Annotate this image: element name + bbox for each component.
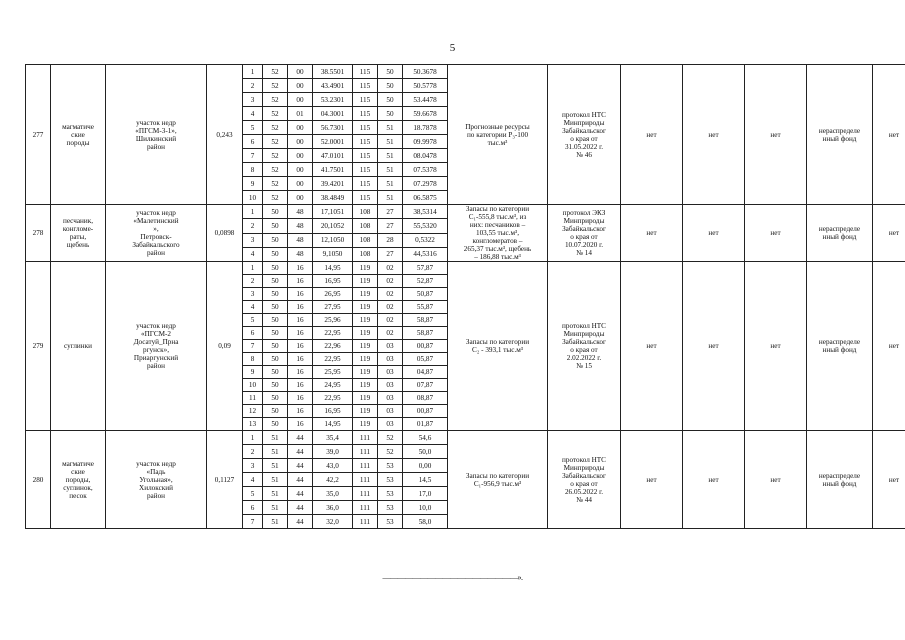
site-area: 0,243 bbox=[207, 65, 243, 205]
lon-sec: 59.6678 bbox=[403, 107, 448, 121]
lon-min: 50 bbox=[378, 65, 403, 79]
lon-min: 03 bbox=[378, 405, 403, 418]
lat-min: 00 bbox=[288, 135, 313, 149]
point-number: 2 bbox=[243, 445, 263, 459]
table-body bbox=[26, 65, 905, 529]
resources-estimate: Прогнозные ресурсы по категории P₃-100 тыс.м³ bbox=[448, 65, 548, 205]
lat-sec: 41.7501 bbox=[313, 163, 353, 177]
lon-sec: 00,87 bbox=[403, 340, 448, 353]
lat-sec: 22,95 bbox=[313, 353, 353, 366]
point-number: 3 bbox=[243, 288, 263, 301]
point-number: 3 bbox=[243, 233, 263, 247]
lon-deg: 119 bbox=[353, 405, 378, 418]
lon-min: 03 bbox=[378, 379, 403, 392]
lat-deg: 52 bbox=[263, 191, 288, 205]
lat-min: 16 bbox=[288, 418, 313, 431]
lat-deg: 50 bbox=[263, 418, 288, 431]
lat-min: 01 bbox=[288, 107, 313, 121]
lat-min: 00 bbox=[288, 177, 313, 191]
lat-sec: 27,95 bbox=[313, 301, 353, 314]
approval-protocol: протокол НТС Минприроды Забайкальског о края от 26.05.2022 г. № 44 bbox=[548, 431, 621, 529]
lon-sec: 07,87 bbox=[403, 379, 448, 392]
lon-sec: 50,0 bbox=[403, 445, 448, 459]
lon-min: 03 bbox=[378, 353, 403, 366]
lon-sec: 58,0 bbox=[403, 515, 448, 529]
lat-sec: 16,95 bbox=[313, 275, 353, 288]
lon-deg: 108 bbox=[353, 247, 378, 261]
table-row bbox=[26, 205, 905, 219]
lon-deg: 111 bbox=[353, 459, 378, 473]
lat-deg: 50 bbox=[263, 327, 288, 340]
lon-deg: 115 bbox=[353, 149, 378, 163]
lat-deg: 50 bbox=[263, 233, 288, 247]
lon-sec: 01,87 bbox=[403, 418, 448, 431]
lat-deg: 50 bbox=[263, 392, 288, 405]
lon-min: 27 bbox=[378, 219, 403, 233]
lat-min: 16 bbox=[288, 353, 313, 366]
point-number: 1 bbox=[243, 205, 263, 219]
lon-sec: 53.4478 bbox=[403, 93, 448, 107]
lon-sec: 14,5 bbox=[403, 473, 448, 487]
lat-sec: 53.2301 bbox=[313, 93, 353, 107]
lat-sec: 24,95 bbox=[313, 379, 353, 392]
lon-sec: 44,5316 bbox=[403, 247, 448, 261]
lon-min: 03 bbox=[378, 366, 403, 379]
fund-status: нераспределе нный фонд bbox=[807, 262, 873, 431]
lat-min: 48 bbox=[288, 219, 313, 233]
licence-status: нет bbox=[621, 431, 683, 529]
point-number: 10 bbox=[243, 191, 263, 205]
lon-sec: 55,5320 bbox=[403, 219, 448, 233]
lat-min: 00 bbox=[288, 191, 313, 205]
note-status: нет bbox=[873, 65, 905, 205]
lat-deg: 50 bbox=[263, 314, 288, 327]
lat-sec: 22,96 bbox=[313, 340, 353, 353]
lon-deg: 115 bbox=[353, 177, 378, 191]
lon-deg: 115 bbox=[353, 191, 378, 205]
lat-min: 44 bbox=[288, 459, 313, 473]
lat-min: 16 bbox=[288, 314, 313, 327]
lon-min: 02 bbox=[378, 327, 403, 340]
lat-min: 44 bbox=[288, 515, 313, 529]
lon-deg: 119 bbox=[353, 392, 378, 405]
lon-sec: 52,87 bbox=[403, 275, 448, 288]
lon-sec: 50.3678 bbox=[403, 65, 448, 79]
lon-min: 50 bbox=[378, 93, 403, 107]
lon-min: 02 bbox=[378, 301, 403, 314]
lat-min: 00 bbox=[288, 79, 313, 93]
lat-deg: 51 bbox=[263, 473, 288, 487]
point-number: 6 bbox=[243, 135, 263, 149]
lon-deg: 111 bbox=[353, 445, 378, 459]
lon-deg: 119 bbox=[353, 314, 378, 327]
lon-sec: 08.0478 bbox=[403, 149, 448, 163]
use-status: нет bbox=[683, 431, 745, 529]
point-number: 9 bbox=[243, 366, 263, 379]
lat-sec: 25,95 bbox=[313, 366, 353, 379]
fund-status: нераспределе нный фонд bbox=[807, 205, 873, 262]
lon-deg: 108 bbox=[353, 219, 378, 233]
licence-status: нет bbox=[621, 205, 683, 262]
lon-min: 03 bbox=[378, 340, 403, 353]
lon-min: 28 bbox=[378, 233, 403, 247]
lat-min: 16 bbox=[288, 301, 313, 314]
record-number: 280 bbox=[26, 431, 51, 529]
subsoil-site: участок недр «ПГСМ-3-1», Шилкинский район bbox=[106, 65, 207, 205]
lat-deg: 51 bbox=[263, 459, 288, 473]
lat-min: 16 bbox=[288, 262, 313, 275]
approval-protocol: протокол НТС Минприроды Забайкальског о края от 2.02.2022 г. № 15 bbox=[548, 262, 621, 431]
record-number: 277 bbox=[26, 65, 51, 205]
point-number: 12 bbox=[243, 405, 263, 418]
site-area: 0,09 bbox=[207, 262, 243, 431]
lon-min: 27 bbox=[378, 205, 403, 219]
lat-deg: 52 bbox=[263, 135, 288, 149]
table-row bbox=[26, 431, 905, 445]
lon-deg: 111 bbox=[353, 431, 378, 445]
lat-sec: 26,95 bbox=[313, 288, 353, 301]
point-number: 5 bbox=[243, 314, 263, 327]
lat-deg: 50 bbox=[263, 262, 288, 275]
lat-min: 00 bbox=[288, 65, 313, 79]
lon-min: 03 bbox=[378, 392, 403, 405]
lon-sec: 38,5314 bbox=[403, 205, 448, 219]
lon-min: 02 bbox=[378, 288, 403, 301]
lon-deg: 119 bbox=[353, 379, 378, 392]
fund-status: нераспределе нный фонд bbox=[807, 431, 873, 529]
point-number: 9 bbox=[243, 177, 263, 191]
point-number: 7 bbox=[243, 149, 263, 163]
lon-min: 02 bbox=[378, 314, 403, 327]
lon-min: 51 bbox=[378, 163, 403, 177]
lat-deg: 52 bbox=[263, 121, 288, 135]
lon-min: 50 bbox=[378, 107, 403, 121]
lon-deg: 111 bbox=[353, 501, 378, 515]
site-area: 0,0898 bbox=[207, 205, 243, 262]
lon-min: 03 bbox=[378, 418, 403, 431]
lat-deg: 50 bbox=[263, 301, 288, 314]
point-number: 6 bbox=[243, 501, 263, 515]
table-row bbox=[26, 65, 905, 79]
lat-min: 16 bbox=[288, 366, 313, 379]
lon-min: 50 bbox=[378, 79, 403, 93]
lon-sec: 50,87 bbox=[403, 288, 448, 301]
use-status: нет bbox=[683, 205, 745, 262]
point-number: 1 bbox=[243, 262, 263, 275]
lat-min: 44 bbox=[288, 501, 313, 515]
lat-sec: 52.0001 bbox=[313, 135, 353, 149]
point-number: 6 bbox=[243, 327, 263, 340]
lon-deg: 119 bbox=[353, 353, 378, 366]
lat-deg: 52 bbox=[263, 65, 288, 79]
lat-deg: 50 bbox=[263, 353, 288, 366]
point-number: 2 bbox=[243, 275, 263, 288]
lon-sec: 58,87 bbox=[403, 314, 448, 327]
point-number: 4 bbox=[243, 473, 263, 487]
lon-deg: 111 bbox=[353, 515, 378, 529]
lat-deg: 52 bbox=[263, 79, 288, 93]
mineral-type: магматиче ские породы bbox=[51, 65, 106, 205]
lon-deg: 119 bbox=[353, 340, 378, 353]
note-status: нет bbox=[873, 262, 905, 431]
lat-min: 00 bbox=[288, 121, 313, 135]
lat-min: 16 bbox=[288, 392, 313, 405]
note-status: нет bbox=[873, 205, 905, 262]
page-number: 5 bbox=[449, 42, 456, 54]
record-number: 279 bbox=[26, 262, 51, 431]
lon-min: 27 bbox=[378, 247, 403, 261]
lon-min: 53 bbox=[378, 515, 403, 529]
lat-min: 44 bbox=[288, 487, 313, 501]
point-number: 7 bbox=[243, 515, 263, 529]
use-status: нет bbox=[683, 262, 745, 431]
point-number: 2 bbox=[243, 79, 263, 93]
lat-sec: 25,96 bbox=[313, 314, 353, 327]
lat-sec: 20,1052 bbox=[313, 219, 353, 233]
lat-sec: 04.3001 bbox=[313, 107, 353, 121]
lat-min: 00 bbox=[288, 149, 313, 163]
lon-sec: 04,87 bbox=[403, 366, 448, 379]
lon-sec: 0,5322 bbox=[403, 233, 448, 247]
lon-deg: 108 bbox=[353, 205, 378, 219]
lat-sec: 47.0101 bbox=[313, 149, 353, 163]
lat-min: 48 bbox=[288, 233, 313, 247]
lon-deg: 119 bbox=[353, 288, 378, 301]
lat-deg: 51 bbox=[263, 515, 288, 529]
lat-sec: 22,95 bbox=[313, 392, 353, 405]
lat-min: 16 bbox=[288, 327, 313, 340]
lat-deg: 51 bbox=[263, 431, 288, 445]
lat-deg: 50 bbox=[263, 288, 288, 301]
lat-sec: 56.7301 bbox=[313, 121, 353, 135]
lon-deg: 119 bbox=[353, 366, 378, 379]
lat-min: 16 bbox=[288, 275, 313, 288]
licence-status: нет bbox=[621, 65, 683, 205]
lat-min: 44 bbox=[288, 473, 313, 487]
lat-min: 16 bbox=[288, 379, 313, 392]
lat-deg: 50 bbox=[263, 379, 288, 392]
subsoil-site: участок недр «Малетинский », Петровск- Забайкальского район bbox=[106, 205, 207, 262]
lon-sec: 09.9978 bbox=[403, 135, 448, 149]
lon-sec: 06.5875 bbox=[403, 191, 448, 205]
lon-min: 51 bbox=[378, 177, 403, 191]
lon-min: 51 bbox=[378, 149, 403, 163]
point-number: 8 bbox=[243, 163, 263, 177]
lon-deg: 115 bbox=[353, 93, 378, 107]
point-number: 5 bbox=[243, 121, 263, 135]
lon-min: 52 bbox=[378, 431, 403, 445]
point-number: 4 bbox=[243, 301, 263, 314]
lat-sec: 14,95 bbox=[313, 418, 353, 431]
lat-sec: 16,95 bbox=[313, 405, 353, 418]
lon-min: 53 bbox=[378, 501, 403, 515]
lon-deg: 108 bbox=[353, 233, 378, 247]
lon-min: 51 bbox=[378, 191, 403, 205]
lat-sec: 35,0 bbox=[313, 487, 353, 501]
subsoil-register-table bbox=[25, 64, 905, 529]
resources-estimate: Запасы по категории C₁-956,9 тыс.м³ bbox=[448, 431, 548, 529]
resources-estimate: Запасы по категории C₂ - 393,1 тыс.м³ bbox=[448, 262, 548, 431]
point-number: 11 bbox=[243, 392, 263, 405]
lon-min: 02 bbox=[378, 262, 403, 275]
approval-protocol: протокол НТС Минприроды Забайкальског о края от 31.05.2022 г. № 46 bbox=[548, 65, 621, 205]
lat-deg: 52 bbox=[263, 177, 288, 191]
lat-sec: 38.5501 bbox=[313, 65, 353, 79]
subsoil-site: участок недр «ПГСМ-2 Досатуй_Прна ргунск», Приаргунский район bbox=[106, 262, 207, 431]
lat-sec: 35,4 bbox=[313, 431, 353, 445]
lat-sec: 32,0 bbox=[313, 515, 353, 529]
lon-sec: 55,87 bbox=[403, 301, 448, 314]
lat-deg: 50 bbox=[263, 247, 288, 261]
point-number: 3 bbox=[243, 93, 263, 107]
lon-sec: 08,87 bbox=[403, 392, 448, 405]
point-number: 4 bbox=[243, 107, 263, 121]
lon-deg: 111 bbox=[353, 473, 378, 487]
lon-sec: 07.5378 bbox=[403, 163, 448, 177]
record-number: 278 bbox=[26, 205, 51, 262]
lat-min: 48 bbox=[288, 205, 313, 219]
lon-deg: 115 bbox=[353, 163, 378, 177]
lon-deg: 115 bbox=[353, 121, 378, 135]
point-number: 10 bbox=[243, 379, 263, 392]
lat-deg: 52 bbox=[263, 107, 288, 121]
lon-deg: 115 bbox=[353, 79, 378, 93]
mineral-type: суглинки bbox=[51, 262, 106, 431]
use-status: нет bbox=[683, 65, 745, 205]
lon-min: 51 bbox=[378, 121, 403, 135]
restriction-status: нет bbox=[745, 65, 807, 205]
lon-min: 02 bbox=[378, 275, 403, 288]
point-number: 1 bbox=[243, 431, 263, 445]
restriction-status: нет bbox=[745, 205, 807, 262]
lat-min: 48 bbox=[288, 247, 313, 261]
lat-min: 16 bbox=[288, 405, 313, 418]
lon-min: 53 bbox=[378, 473, 403, 487]
lat-min: 44 bbox=[288, 445, 313, 459]
site-area: 0,1127 bbox=[207, 431, 243, 529]
restriction-status: нет bbox=[745, 262, 807, 431]
lon-sec: 0,00 bbox=[403, 459, 448, 473]
lat-sec: 43,0 bbox=[313, 459, 353, 473]
licence-status: нет bbox=[621, 262, 683, 431]
lat-sec: 39.4201 bbox=[313, 177, 353, 191]
point-number: 4 bbox=[243, 247, 263, 261]
lon-sec: 00,87 bbox=[403, 405, 448, 418]
lat-deg: 50 bbox=[263, 405, 288, 418]
mineral-type: песчаник, конгломе- раты, щебень bbox=[51, 205, 106, 262]
lat-deg: 52 bbox=[263, 149, 288, 163]
lon-sec: 50.5778 bbox=[403, 79, 448, 93]
lat-sec: 17,1051 bbox=[313, 205, 353, 219]
lat-sec: 39,0 bbox=[313, 445, 353, 459]
lat-deg: 50 bbox=[263, 205, 288, 219]
lat-sec: 43.4901 bbox=[313, 79, 353, 93]
lon-sec: 05,87 bbox=[403, 353, 448, 366]
lat-sec: 22,95 bbox=[313, 327, 353, 340]
lon-min: 52 bbox=[378, 445, 403, 459]
lat-min: 00 bbox=[288, 163, 313, 177]
note-status: нет bbox=[873, 431, 905, 529]
lon-min: 53 bbox=[378, 459, 403, 473]
lat-min: 44 bbox=[288, 431, 313, 445]
lon-deg: 119 bbox=[353, 327, 378, 340]
point-number: 2 bbox=[243, 219, 263, 233]
lat-deg: 50 bbox=[263, 275, 288, 288]
lon-deg: 115 bbox=[353, 107, 378, 121]
point-number: 8 bbox=[243, 353, 263, 366]
lat-deg: 52 bbox=[263, 163, 288, 177]
lat-deg: 50 bbox=[263, 366, 288, 379]
restriction-status: нет bbox=[745, 431, 807, 529]
lon-sec: 18.7878 bbox=[403, 121, 448, 135]
lat-sec: 12,1050 bbox=[313, 233, 353, 247]
lat-sec: 36,0 bbox=[313, 501, 353, 515]
lat-deg: 51 bbox=[263, 487, 288, 501]
lon-sec: 17,0 bbox=[403, 487, 448, 501]
lon-deg: 119 bbox=[353, 418, 378, 431]
lat-sec: 9,1050 bbox=[313, 247, 353, 261]
lon-sec: 57,87 bbox=[403, 262, 448, 275]
lat-min: 16 bbox=[288, 288, 313, 301]
lat-deg: 51 bbox=[263, 501, 288, 515]
lon-deg: 111 bbox=[353, 487, 378, 501]
point-number: 5 bbox=[243, 487, 263, 501]
lat-min: 00 bbox=[288, 93, 313, 107]
point-number: 7 bbox=[243, 340, 263, 353]
subsoil-site: участок недр «Падь Угольная», Хилокский район bbox=[106, 431, 207, 529]
lat-sec: 42,2 bbox=[313, 473, 353, 487]
resources-estimate: Запасы по категории C₁-555,8 тыс.м³, из них: песчаников – 103,55 тыс.м³, конгломератов – 265,37 тыс.м³, щебень – 186,88 тыс.м³ bbox=[448, 205, 548, 262]
lon-sec: 54,6 bbox=[403, 431, 448, 445]
lat-sec: 38.4849 bbox=[313, 191, 353, 205]
lon-sec: 07.2978 bbox=[403, 177, 448, 191]
lon-deg: 115 bbox=[353, 65, 378, 79]
lon-deg: 119 bbox=[353, 262, 378, 275]
lat-deg: 50 bbox=[263, 340, 288, 353]
point-number: 3 bbox=[243, 459, 263, 473]
lon-deg: 119 bbox=[353, 275, 378, 288]
fund-status: нераспределе нный фонд bbox=[807, 65, 873, 205]
approval-protocol: протокол ЭКЗ Минприроды Забайкальског о края от 10.07.2020 г. № 14 bbox=[548, 205, 621, 262]
lat-sec: 14,95 bbox=[313, 262, 353, 275]
closing-line: ——————————————————». bbox=[382, 573, 523, 582]
lon-deg: 119 bbox=[353, 301, 378, 314]
point-number: 1 bbox=[243, 65, 263, 79]
lat-min: 16 bbox=[288, 340, 313, 353]
mineral-type: магматиче ские породы, суглинок, песок bbox=[51, 431, 106, 529]
lon-deg: 115 bbox=[353, 135, 378, 149]
lat-deg: 51 bbox=[263, 445, 288, 459]
table-row bbox=[26, 262, 905, 275]
lon-min: 51 bbox=[378, 135, 403, 149]
point-number: 13 bbox=[243, 418, 263, 431]
lat-deg: 50 bbox=[263, 219, 288, 233]
lon-sec: 10,0 bbox=[403, 501, 448, 515]
lon-sec: 58,87 bbox=[403, 327, 448, 340]
lat-deg: 52 bbox=[263, 93, 288, 107]
lon-min: 53 bbox=[378, 487, 403, 501]
